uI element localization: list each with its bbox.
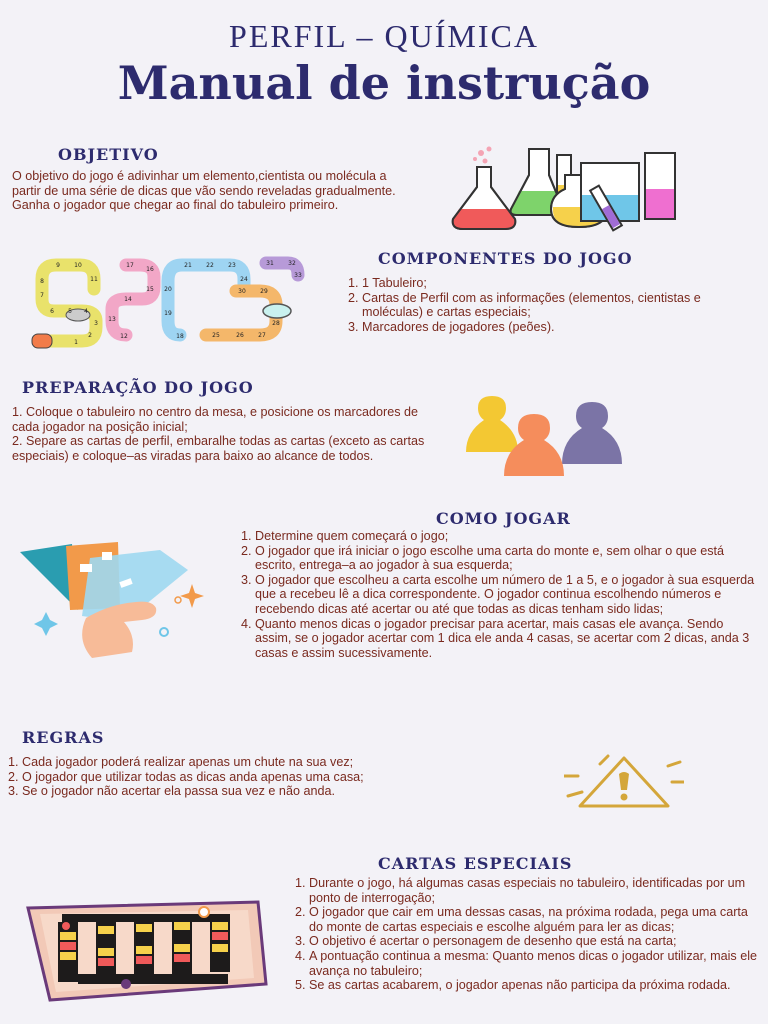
board-game-icon bbox=[22, 896, 270, 1008]
cartas-heading: CARTAS ESPECIAIS bbox=[378, 854, 573, 873]
track-number: 7 bbox=[40, 292, 44, 299]
track-number: 6 bbox=[50, 308, 54, 315]
track-number: 21 bbox=[184, 262, 192, 269]
track-number: 23 bbox=[228, 262, 236, 269]
track-number: 5 bbox=[68, 308, 72, 315]
list-item: 1. Determine quem começará o jogo; bbox=[255, 529, 758, 544]
track-number: 16 bbox=[146, 266, 154, 273]
list-item: 2. O jogador que utilizar todas as dicas anda apenas uma casa; bbox=[22, 770, 525, 785]
preparacao-paragraph: 1. Coloque o tabuleiro no centro da mesa, e posicione os marcadores de cada jogador na posição inicial; bbox=[12, 405, 419, 434]
track-number: 33 bbox=[294, 272, 302, 279]
componentes-heading: COMPONENTES DO JOGO bbox=[378, 249, 633, 268]
track-number: 2 bbox=[88, 332, 92, 339]
track-number: 20 bbox=[164, 286, 172, 293]
track-number: 10 bbox=[74, 262, 82, 269]
cartas-list bbox=[287, 876, 759, 993]
list-item: 2. O jogador que cair em uma dessas casas, na próxima rodada, pega uma carta do monte de cartas especiais e escolhe alguém para ler as dicas; bbox=[309, 905, 759, 934]
track-number: 14 bbox=[124, 296, 132, 303]
list-item: 3. O jogador que escolheu a carta escolhe um número de 1 a 5, e o jogador à sua esquerda que a recebeu lê a dica correspondente. O jogador continua escolhendo números e recebendo dicas até acertar ou até que todas as dicas tenham sido lidas; bbox=[255, 573, 758, 617]
page-kicker: PERFIL – QUÍMICA bbox=[229, 18, 539, 54]
track-number: 28 bbox=[272, 320, 280, 327]
track-number: 15 bbox=[146, 286, 154, 293]
list-item: 3. O objetivo é acertar o personagem de desenho que está na carta; bbox=[309, 934, 759, 949]
como-jogar-heading: COMO JOGAR bbox=[436, 509, 571, 528]
track-number: 24 bbox=[240, 276, 248, 283]
list-item: 4. A pontuação continua a mesma: Quanto menos dicas o jogador utilizar, mais ele avança no tabuleiro; bbox=[309, 949, 759, 978]
track-number: 22 bbox=[206, 262, 214, 269]
list-item: 1. Durante o jogo, há algumas casas especiais no tabuleiro, identificadas por um ponto de interrogação; bbox=[309, 876, 759, 905]
track-number: 32 bbox=[288, 260, 296, 267]
track-number: 31 bbox=[266, 260, 274, 267]
track-number: 13 bbox=[108, 316, 116, 323]
preparacao-paragraph: 2. Separe as cartas de perfil, embaralhe todas as cartas (exceto as cartas especiais) e coloque–as viradas para baixo ao alcance de todos. bbox=[12, 434, 425, 463]
track-number: 9 bbox=[56, 262, 60, 269]
track-number: 25 bbox=[212, 332, 220, 339]
track-number: 29 bbox=[260, 288, 268, 295]
preparacao-heading: PREPARAÇÃO DO JOGO bbox=[22, 378, 254, 397]
track-number: 27 bbox=[258, 332, 266, 339]
regras-heading: REGRAS bbox=[22, 728, 105, 747]
regras-list bbox=[0, 755, 525, 799]
hand-cards-icon bbox=[20, 540, 215, 658]
track-number: 19 bbox=[164, 310, 172, 317]
list-item: 4. Quanto menos dicas o jogador precisar para acertar, mais casas ele avança. Sendo assim, se o jogador acertar com 1 dica ele anda 4 casas, se acertar com 2 dicas, anda 3 casas e assim sucessivamente. bbox=[255, 617, 758, 661]
list-item: 5. Se as cartas acabarem, o jogador apenas não participa da próxima rodada. bbox=[309, 978, 759, 993]
track-number: 1 bbox=[74, 339, 78, 346]
track-number: 17 bbox=[126, 262, 134, 269]
list-item: 3. Se o jogador não acertar ela passa sua vez e não anda. bbox=[22, 784, 525, 799]
track-number: 26 bbox=[236, 332, 244, 339]
list-item: 3. Marcadores de jogadores (peões). bbox=[362, 320, 755, 335]
list-item: 2. O jogador que irá iniciar o jogo escolhe uma carta do monte e, sem olhar o que está escrito, entrega–a ao jogador à sua esquerda; bbox=[255, 544, 758, 573]
list-item: 1. 1 Tabuleiro; bbox=[362, 276, 755, 291]
track-number: 12 bbox=[120, 333, 128, 340]
track-number: 11 bbox=[90, 276, 98, 283]
track-number: 8 bbox=[40, 278, 44, 285]
track-number: 3 bbox=[94, 320, 98, 327]
board-track-icon bbox=[30, 255, 305, 350]
componentes-list bbox=[340, 276, 755, 334]
objetivo-text: O objetivo do jogo é adivinhar um elemento,cientista ou molécula a partir de uma série de dicas que vão sendo reveladas gradualmente. Ganha o jogador que chegar ao final do tabuleiro primeiro. bbox=[12, 169, 396, 213]
list-item: 1. Cada jogador poderá realizar apenas um chute na sua vez; bbox=[22, 755, 525, 770]
page-title: Manual de instrução bbox=[117, 56, 651, 110]
track-number: 4 bbox=[84, 308, 88, 315]
chemistry-flasks-icon bbox=[445, 145, 685, 235]
warning-triangle-icon bbox=[564, 752, 684, 814]
game-pawns-icon bbox=[462, 388, 630, 480]
preparacao-text bbox=[12, 405, 427, 463]
list-item: 2. Cartas de Perfil com as informações (elementos, cientistas e moléculas) e cartas especiais; bbox=[362, 291, 755, 320]
track-number: 18 bbox=[176, 333, 184, 340]
track-number: 30 bbox=[238, 288, 246, 295]
objetivo-heading: OBJETIVO bbox=[58, 145, 159, 164]
como-jogar-list bbox=[233, 529, 758, 660]
